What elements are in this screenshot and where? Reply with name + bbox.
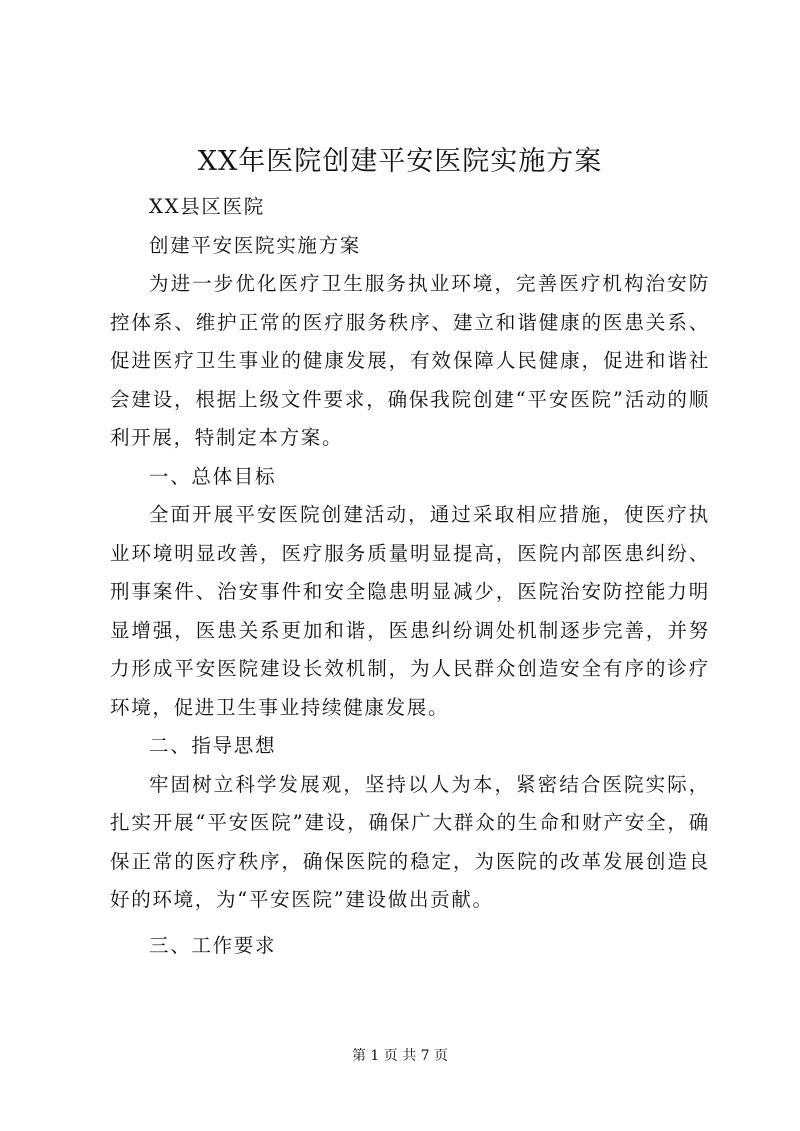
document-title: XX年医院创建平安医院实施方案 (197, 146, 603, 177)
document-body (110, 188, 710, 965)
plan-subtitle: 创建平安医院实施方案 (149, 233, 362, 257)
intro-paragraph: 为进一步优化医疗卫生服务执业环境，完善医疗机构治安防控体系、维护正常的医疗服务秩序、建立和谐健康的医患关系、促进医疗卫生事业的健康发展，有效保障人民健康，促进和谐社会建设，根据上级文件要求，确保我院创建“平安医院”活动的顺利开展，特制定本方案。 (110, 272, 710, 449)
page-footer: 第 1 页 共 7 页 (351, 1048, 449, 1064)
goals-paragraph: 全面开展平安医院创建活动，通过采取相应措施，使医疗执业环境明显改善，医疗服务质量明显提高，医院内部医患纠纷、刑事案件、治安事件和安全隐患明显减少，医院治安防控能力明显增强，医患关系更加和谐，医患纠纷调处机制逐步完善，并努力形成平安医院建设长效机制，为人民群众创造安全有序的诊疗环境，促进卫生事业持续健康发展。 (110, 503, 710, 719)
hospital-name: XX县区医院 (149, 195, 265, 218)
section-heading-goals: 一、总体目标 (149, 464, 277, 488)
section-heading-guiding-ideology: 二、指导思想 (149, 734, 277, 757)
section-heading-work-requirements: 三、工作要求 (149, 933, 277, 957)
guiding-ideology-paragraph: 牢固树立科学发展观，坚持以人为本，紧密结合医院实际，扎实开展“平安医院”建设，确保广大群众的生命和财产安全，确保正常的医疗秩序，确保医院的稳定，为医院的改革发展创造良好的环境，为“平安医院”建设做出贡献。 (110, 772, 710, 911)
